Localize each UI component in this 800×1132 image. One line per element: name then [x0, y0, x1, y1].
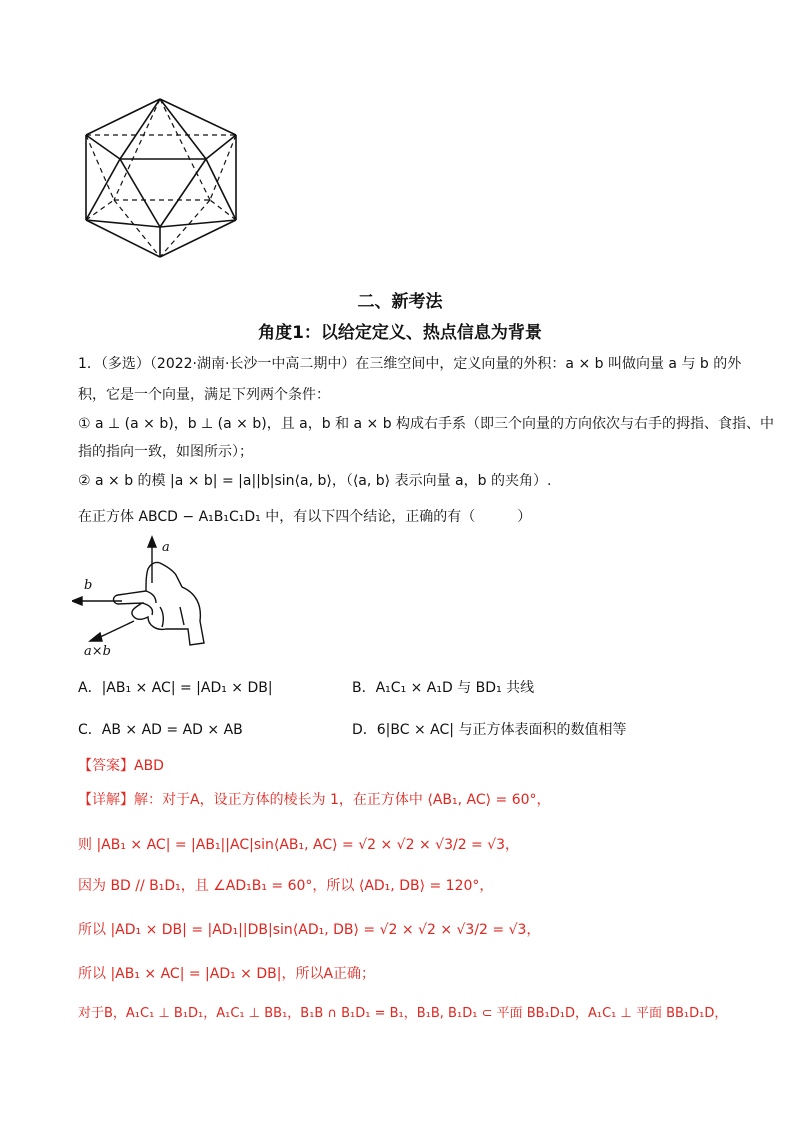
detail-line-5: 所以 |AB₁ × AC| = |AD₁ × DB|，所以A正确；: [78, 966, 376, 982]
detail-line-2: 则 |AB₁ × AC| = |AB₁||AC|sin⟨AB₁, AC⟩ = √2 × √2 × √3/2 = √3，: [78, 837, 520, 853]
angle-title: 角度1：以给定定义、热点信息为背景: [258, 323, 542, 343]
question-line-3: ① a ⊥ (a × b)，b ⊥ (a × b)，且 a，b 和 a × b 构成右手系（即三个向量的方向依次与右手的拇指、食指、中: [78, 416, 775, 432]
hand-label-axb: a×b: [84, 644, 111, 659]
option-c: C．AB × AD = AD × AB: [78, 722, 243, 738]
option-a: A．|AB₁ × AC| = |AD₁ × DB|: [78, 680, 273, 696]
hand-label-b: b: [84, 578, 93, 593]
question-line-2: 积，它是一个向量，满足下列两个条件：: [78, 387, 330, 403]
question-line-6: 在正方体 ABCD − A₁B₁C₁D₁ 中，有以下四个结论，正确的有（ ）: [78, 509, 532, 525]
section-title: 二、新考法: [357, 292, 443, 312]
answer: 【答案】ABD: [78, 758, 164, 774]
detail-line-1: 【详解】解：对于A，设正方体的棱长为 1，在正方体中 ⟨AB₁, AC⟩ = 60°，: [78, 792, 551, 808]
question-line-5: ② a × b 的模 |a × b| = |a||b|sin⟨a, b⟩，（⟨a, b⟩ 表示向量 a，b 的夹角）.: [78, 473, 552, 489]
hand-label-a: a: [162, 540, 170, 555]
option-d: D．6|BC × AC| 与正方体表面积的数值相等: [352, 722, 627, 738]
question-line-4: 指的指向一致，如图所示）；: [78, 444, 253, 460]
detail-line-6: 对于B，A₁C₁ ⊥ B₁D₁，A₁C₁ ⊥ BB₁，B₁B ∩ B₁D₁ = B₁，B₁B, B₁D₁ ⊂ 平面 BB₁D₁D，A₁C₁ ⊥ 平面 BB₁D₁D，: [78, 1006, 728, 1021]
question-line-1: 1．（多选）（2022·湖南·长沙一中高二期中）在三维空间中，定义向量的外积：a × b 叫做向量 a 与 b 的外: [78, 356, 742, 372]
option-b: B．A₁C₁ × A₁D 与 BD₁ 共线: [352, 680, 535, 696]
right-hand-rule-figure: [72, 535, 212, 660]
detail-line-4: 所以 |AD₁ × DB| = |AD₁||DB|sin⟨AD₁, DB⟩ = √2 × √2 × √3/2 = √3，: [78, 922, 541, 938]
detail-line-3: 因为 BD // B₁D₁，且 ∠AD₁B₁ = 60°，所以 ⟨AD₁, DB⟩ = 120°，: [78, 878, 494, 894]
icosahedron-figure: [78, 95, 246, 265]
